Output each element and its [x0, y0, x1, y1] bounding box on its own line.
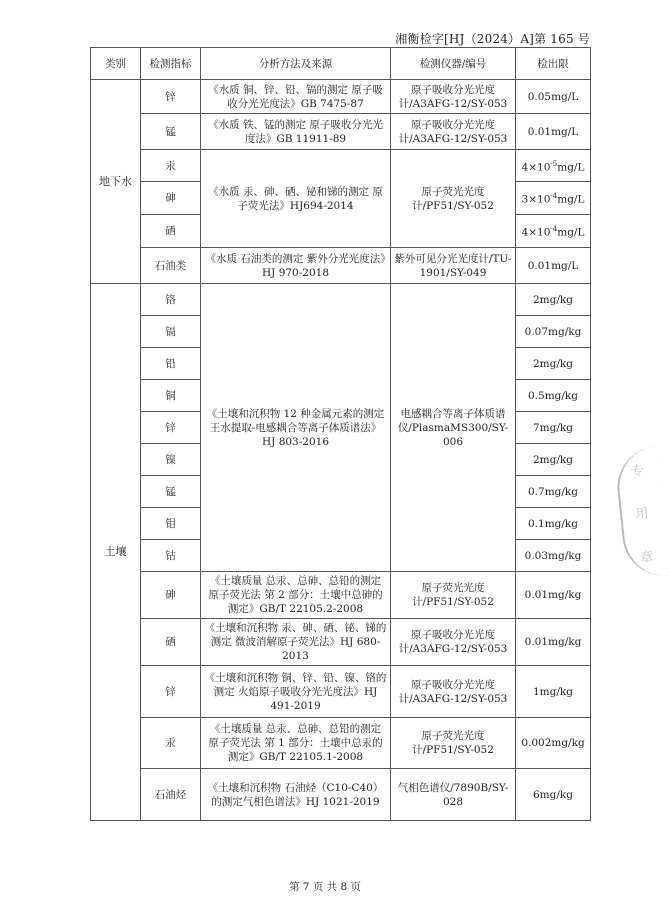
limit-cell: 0.1mg/kg: [516, 508, 591, 540]
method-cell: 《土壤和沉积物 12 种金属元素的测定 王水提取-电感耦合等离子体质谱法》HJ 803-2016: [201, 284, 391, 572]
indicator-cell: 镍: [141, 444, 201, 476]
header-instrument: 检测仪器/编号: [391, 48, 516, 80]
instrument-cell: 原子吸收分光光度计/A3AFG-12/SY-053: [391, 114, 516, 150]
indicator-cell: 钼: [141, 508, 201, 540]
instrument-cell: 原子荧光光度计/PF51/SY-052: [391, 150, 516, 248]
indicator-cell: 锌: [141, 666, 201, 718]
instrument-cell: 原子吸收分光光度计/A3AFG-12/SY-053: [391, 666, 516, 718]
report-number: 湘衡检字[HJ（2024）A]第 165 号: [395, 32, 590, 46]
table-row: [91, 769, 591, 821]
limit-cell: 6mg/kg: [516, 769, 591, 821]
page-footer: 第 7 页 共 8 页: [288, 881, 362, 893]
method-cell: 《水质 铁、锰的测定 原子吸收分光光度法》GB 11911-89: [201, 114, 391, 150]
limit-cell: 7mg/kg: [516, 412, 591, 444]
table-row: [91, 619, 591, 666]
table-row: [91, 718, 591, 769]
stamp-char: 章: [639, 549, 654, 567]
indicator-cell: 铜: [141, 380, 201, 412]
table-row: [91, 248, 591, 284]
method-cell: 《水质 汞、砷、硒、铋和锑的测定 原子荧光法》HJ694-2014: [201, 150, 391, 248]
indicator-cell: 砷: [141, 182, 201, 215]
limit-cell: 2mg/kg: [516, 284, 591, 316]
indicator-cell: 石油类: [141, 248, 201, 284]
limit-cell: 0.01mg/L: [516, 248, 591, 284]
limit-cell: 0.01mg/kg: [516, 619, 591, 666]
method-cell: 《水质 铜、锌、铅、镉的测定 原子吸收分光光度法》GB 7475-87: [201, 80, 391, 114]
instrument-cell: 电感耦合等离子体质谱仪/PlasmaMS300/SY-006: [391, 284, 516, 572]
indicator-cell: 汞: [141, 150, 201, 182]
table-row: [91, 150, 591, 182]
table-row: [91, 114, 591, 150]
method-cell: 《土壤和沉积物 汞、砷、硒、铋、锑的测定 微波消解原子荧光法》HJ 680-2013: [201, 619, 391, 666]
instrument-cell: 原子吸收分光光度计/A3AFG-12/SY-053: [391, 619, 516, 666]
method-cell: 《土壤和沉积物 石油烃（C10-C40）的测定气相色谱法》HJ 1021-2019: [201, 769, 391, 821]
indicator-cell: 锰: [141, 114, 201, 150]
indicator-cell: 锰: [141, 476, 201, 508]
limit-cell: 0.01mg/L: [516, 114, 591, 150]
limit-cell: 0.07mg/kg: [516, 316, 591, 348]
instrument-cell: 气相色谱仪/7890B/SY-028: [391, 769, 516, 821]
table-row: [91, 284, 591, 316]
category-groundwater: 地下水: [91, 80, 141, 284]
instrument-cell: 原子荧光光度计/PF51/SY-052: [391, 718, 516, 769]
limit-cell: 2mg/kg: [516, 348, 591, 380]
limit-cell: 0.002mg/kg: [516, 718, 591, 769]
table-row: [91, 80, 591, 114]
indicator-cell: 铅: [141, 348, 201, 380]
limit-cell: 0.5mg/kg: [516, 380, 591, 412]
table-row: [91, 666, 591, 718]
indicator-cell: 硒: [141, 619, 201, 666]
indicator-cell: 锌: [141, 80, 201, 114]
stamp-char: 专: [630, 463, 645, 480]
method-cell: 《土壤质量 总汞、总砷、总铅的测定 原子荧光法 第 1 部分：土壤中总汞的测定》GB/T 22105.1-2008: [201, 718, 391, 769]
header-category: 类别: [91, 48, 141, 80]
indicator-cell: 铬: [141, 284, 201, 316]
indicator-cell: 汞: [141, 718, 201, 769]
indicator-cell: 硒: [141, 215, 201, 248]
limit-cell: 0.03mg/kg: [516, 540, 591, 572]
method-cell: 《土壤和沉积物 铜、锌、铅、镍、铬的测定 火焰原子吸收分光光度法》HJ 491-2019: [201, 666, 391, 718]
header-indicator: 检测指标: [141, 48, 201, 80]
indicator-cell: 锌: [141, 412, 201, 444]
seal-stamp: [613, 446, 668, 580]
detection-method-table: [90, 47, 591, 821]
limit-cell: 2mg/kg: [516, 444, 591, 476]
category-soil: 土壤: [91, 284, 141, 821]
instrument-cell: 原子吸收分光光度计/A3AFG-12/SY-053: [391, 80, 516, 114]
instrument-cell: 紫外可见分光光度计/TU-1901/SY-049: [391, 248, 516, 284]
instrument-cell: 原子荧光光度计/PF51/SY-052: [391, 572, 516, 619]
limit-cell: 0.01mg/kg: [516, 572, 591, 619]
limit-cell: $4\times 10^{-5}mg/L$: [516, 150, 591, 182]
limit-cell: $3\times 10^{-4}mg/L$: [516, 182, 591, 215]
stamp-char: 用: [634, 506, 650, 524]
limit-cell: 0.7mg/kg: [516, 476, 591, 508]
limit-cell: $4\times 10^{-4}mg/L$: [516, 215, 591, 248]
limit-cell: 1mg/kg: [516, 666, 591, 718]
indicator-cell: 钴: [141, 540, 201, 572]
method-cell: 《土壤质量 总汞、总砷、总铅的测定 原子荧光法 第 2 部分：土壤中总砷的测定》GB/T 22105.2-2008: [201, 572, 391, 619]
indicator-cell: 镉: [141, 316, 201, 348]
indicator-cell: 石油烃: [141, 769, 201, 821]
limit-cell: 0.05mg/L: [516, 80, 591, 114]
method-cell: 《水质 石油类的测定 紫外分光光度法》HJ 970-2018: [201, 248, 391, 284]
header-limit: 检出限: [516, 48, 591, 80]
indicator-cell: 砷: [141, 572, 201, 619]
header-method: 分析方法及来源: [201, 48, 391, 80]
table-header-row: [91, 48, 591, 80]
table-row: [91, 572, 591, 619]
